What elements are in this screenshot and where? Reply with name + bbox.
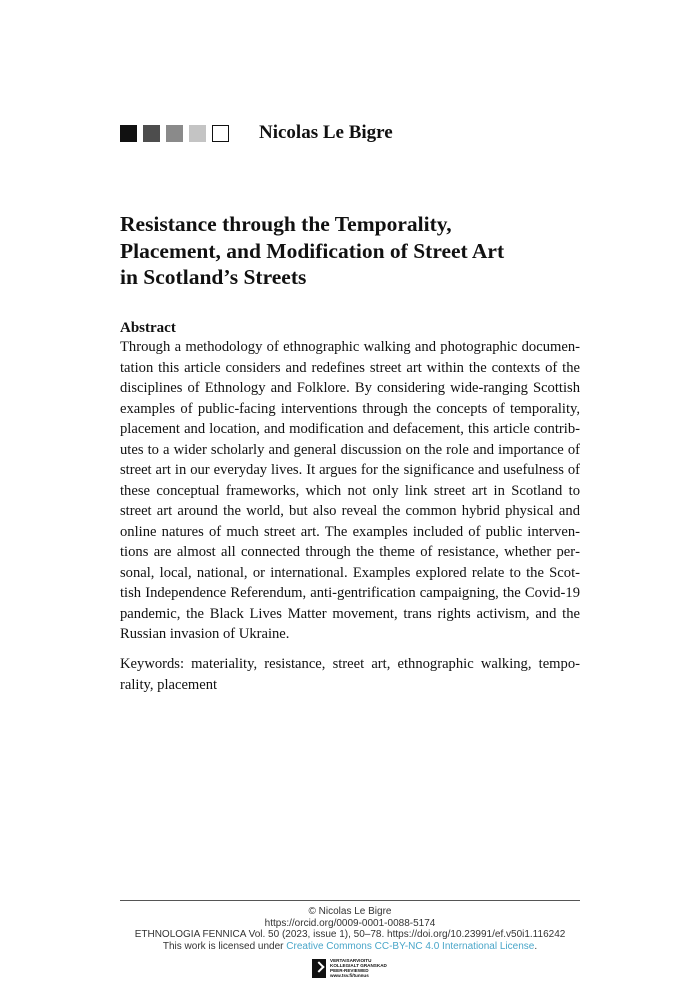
marker-square-4 [189, 125, 206, 142]
footer-orcid[interactable]: https://orcid.org/0009-0001-0088-5174 [264, 917, 436, 929]
footer [120, 906, 580, 952]
seal-line-4: www.tsv.fi/tunnus [330, 973, 369, 978]
seal-line-1: VERTAISARVIOITU [330, 958, 372, 963]
article-title [120, 211, 590, 291]
footer-copyright: © Nicolas Le Bigre [308, 906, 392, 917]
footer-license [120, 941, 580, 953]
marker-square-3 [166, 125, 183, 142]
marker-square-2 [143, 125, 160, 142]
peer-reviewed-seal [312, 958, 387, 978]
seal-line-2: KOLLEGIALT GRANSKAD [330, 963, 387, 968]
marker-square-5 [212, 125, 229, 142]
license-link[interactable]: Creative Commons CC-BY-NC 4.0 International License [286, 940, 535, 952]
seal-text [330, 958, 387, 978]
abstract-heading: Abstract [120, 320, 176, 336]
title-line-2: Placement, and Modification of Street Art [120, 238, 505, 263]
footer-citation: ETHNOLOGIA FENNICA Vol. 50 (2023, issue 1), 50–78. https://doi.org/10.23991/ef.v50i1.116242 [134, 929, 566, 940]
license-suffix: . [534, 940, 538, 952]
author-name: Nicolas Le Bigre [259, 122, 393, 143]
peer-review-logo-icon [312, 959, 326, 978]
title-line-3: in Scotland’s Streets [120, 265, 307, 289]
marker-square-1 [120, 125, 137, 142]
seal-line-3: PEER-REVIEWED [330, 968, 369, 973]
license-prefix: This work is licensed under [162, 940, 287, 952]
author-header [120, 122, 393, 144]
footer-divider [120, 900, 580, 901]
keywords: Keywords: materiality, resistance, street art, ethnographic walking, temporality, placement [120, 656, 580, 693]
title-line-1: Resistance through the Temporality, [120, 212, 452, 236]
abstract-text: Through a methodology of ethnographic walking and photographic documentation this article considers and redefines street art within the contexts of the disciplines of Ethnology and Folklore. By considering wide-ranging Scottish examples of public-facing interventions through the concepts of temporality, placement and location, and modification and defacement, this article contributes to a wider scholarly and general discussion on the role and importance of street art in our everyday lives. It argues for the significance and usefulness of these conceptual frameworks, which not only link street art in Scotland to street art around the world, but also reveal the common hybrid physical and online natures of much street art. The examples included of public interventions are almost all connected through the theme of resistance, whether personal, local, national, or international. Examples explored relate to the Scottish Independence Referendum, anti-gentrification campaigning, the Covid-19 pandemic, the Black Lives Matter movement, trans rights activism, and the Russian invasion of Ukraine. [120, 339, 580, 642]
